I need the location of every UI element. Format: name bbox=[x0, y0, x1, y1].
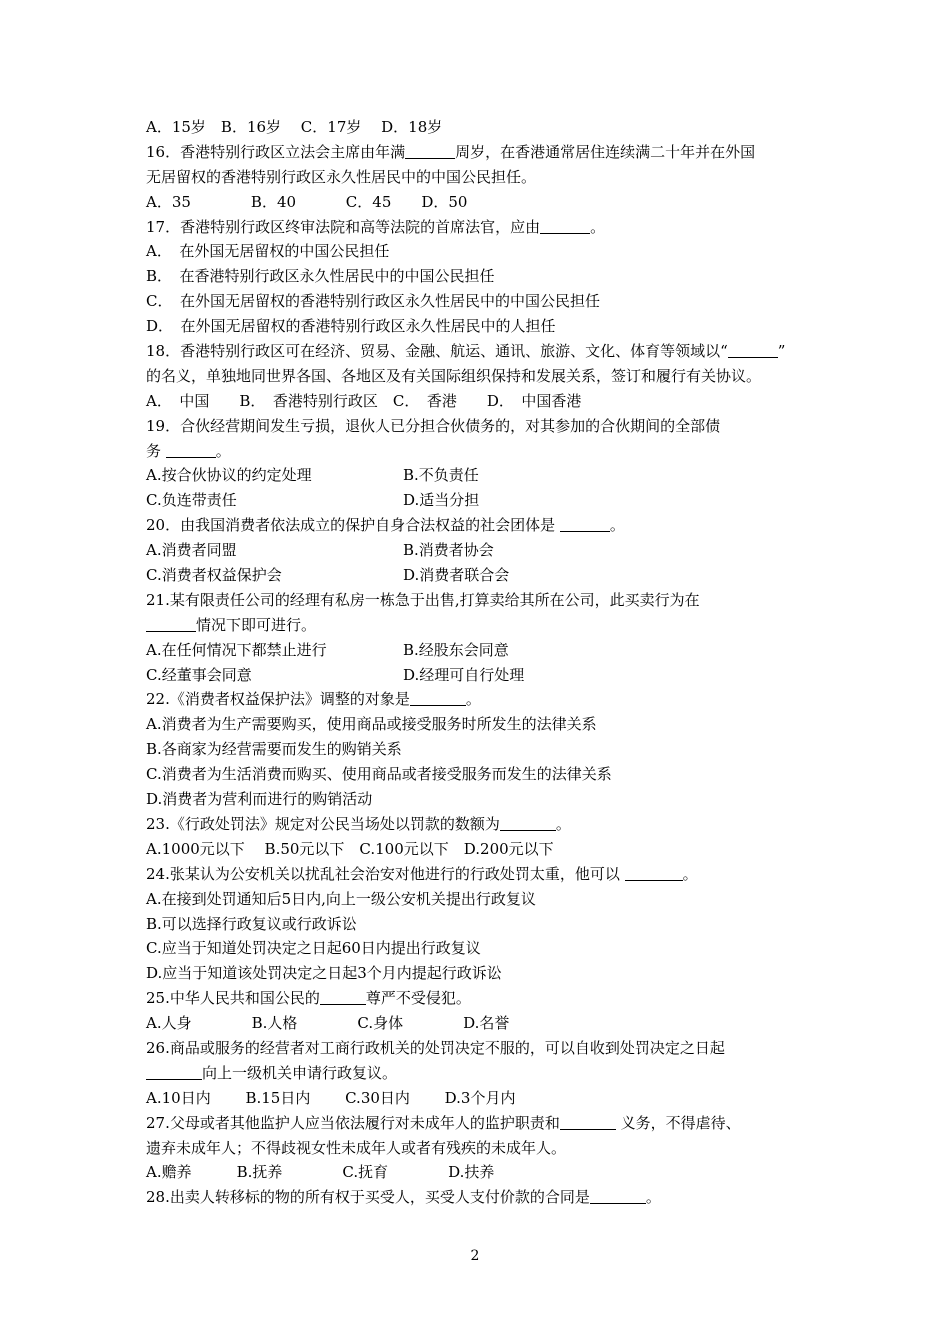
line-text: C.消费者为生活消费而购买、使用商品或者接受服务而发生的法律关系 bbox=[146, 765, 612, 784]
line-text: 无居留权的香港特别行政区永久性居民中的中国公民担任。 bbox=[146, 167, 537, 186]
answer-blank bbox=[405, 142, 455, 159]
text-line bbox=[146, 712, 826, 737]
text-line bbox=[146, 1185, 826, 1210]
option-text: B.消费者协会 bbox=[403, 541, 494, 560]
line-text: A.消费者同盟 bbox=[146, 541, 237, 560]
line-text: 务 bbox=[146, 441, 166, 460]
answer-blank bbox=[166, 441, 216, 458]
line-text: A．35 B．40 C．45 D．50 bbox=[146, 192, 468, 211]
text-line bbox=[146, 1036, 826, 1061]
line-text: 遗弃未成年人；不得歧视女性未成年人或者有残疾的未成年人。 bbox=[146, 1138, 567, 1157]
line-text: 23.《行政处罚法》规定对公民当场处以罚款的数额为 bbox=[146, 814, 500, 833]
text-line bbox=[146, 414, 826, 439]
line-text: A.消费者为生产需要购买，使用商品或接受服务时所发生的法律关系 bbox=[146, 715, 597, 734]
text-line bbox=[146, 364, 826, 389]
line-text: A.在任何情况下都禁止进行 bbox=[146, 640, 327, 659]
line-text: 的名义，单独地同世界各国、各地区及有关国际组织保持和发展关系，签订和履行有关协议。 bbox=[146, 366, 762, 385]
text-line bbox=[146, 1111, 826, 1136]
answer-blank bbox=[146, 615, 196, 632]
line-text: A.在接到处罚通知后5日内,向上一级公安机关提出行政复议 bbox=[146, 889, 536, 908]
text-line bbox=[146, 837, 826, 862]
line-text-after-blank: 。 bbox=[590, 217, 606, 236]
line-text: 27.父母或者其他监护人应当依法履行对未成年人的监护职责和 bbox=[146, 1113, 560, 1132]
line-text: A.人身 B.人格 C.身体 D.名誉 bbox=[146, 1014, 510, 1033]
line-text: 28.出卖人转移标的物的所有权于买受人，买受人支付价款的合同是 bbox=[146, 1188, 590, 1207]
text-line bbox=[146, 737, 826, 762]
text-line bbox=[146, 140, 826, 165]
document-body bbox=[146, 115, 826, 1210]
line-text: 21.某有限责任公司的经理有私房一栋急于出售,打算卖给其所在公司，此买卖行为在 bbox=[146, 590, 700, 609]
text-line bbox=[146, 787, 826, 812]
line-text: 18．香港特别行政区可在经济、贸易、金融、航运、通讯、旅游、文化、体育等领域以“ bbox=[146, 342, 728, 361]
text-line bbox=[146, 812, 826, 837]
line-text: 25.中华人民共和国公民的 bbox=[146, 989, 320, 1008]
text-line bbox=[146, 1086, 826, 1111]
answer-blank bbox=[728, 341, 778, 358]
line-text-after-blank: 周岁，在香港通常居住连续满二十年并在外国 bbox=[455, 142, 756, 161]
text-line bbox=[146, 1011, 826, 1036]
line-text: C.应当于知道处罚决定之日起60日内提出行政复议 bbox=[146, 939, 481, 958]
text-line bbox=[146, 1136, 826, 1161]
line-text: C． 在外国无居留权的香港特别行政区永久性居民中的中国公民担任 bbox=[146, 292, 600, 311]
text-line bbox=[146, 289, 826, 314]
page-number: 2 bbox=[470, 1248, 480, 1264]
text-line bbox=[146, 215, 826, 240]
answer-blank bbox=[560, 515, 610, 532]
line-text: B.各商家为经营需要而发生的购销关系 bbox=[146, 740, 402, 759]
line-text: 16．香港特别行政区立法会主席由年满 bbox=[146, 142, 406, 161]
text-line bbox=[146, 961, 826, 986]
line-text-after-blank: 。 bbox=[215, 441, 231, 460]
line-text: C.消费者权益保护会 bbox=[146, 566, 282, 585]
line-text: 26.商品或服务的经营者对工商行政机关的处罚决定不服的，可以自收到处罚决定之日起 bbox=[146, 1038, 725, 1057]
text-line bbox=[146, 912, 826, 937]
text-line bbox=[146, 339, 826, 364]
text-line bbox=[146, 663, 826, 688]
text-line bbox=[146, 563, 826, 588]
text-line bbox=[146, 488, 826, 513]
answer-blank bbox=[146, 1063, 202, 1080]
line-text: A． 中国 B． 香港特别行政区 C． 香港 D． 中国香港 bbox=[146, 391, 582, 410]
text-line bbox=[146, 190, 826, 215]
line-text-after-blank: 。 bbox=[465, 690, 481, 709]
line-text-after-blank: 。 bbox=[609, 516, 625, 535]
line-text: 24.张某认为公安机关以扰乱社会治安对他进行的行政处罚太重，他可以 bbox=[146, 864, 625, 883]
line-text: C.经董事会同意 bbox=[146, 665, 252, 684]
line-text: A． 在外国无居留权的中国公民担任 bbox=[146, 242, 390, 261]
line-text-after-blank: 向上一级机关申请行政复议。 bbox=[202, 1063, 398, 1082]
answer-blank bbox=[320, 988, 366, 1005]
line-text-after-blank: 情况下即可进行。 bbox=[196, 615, 317, 634]
line-text-after-blank: 。 bbox=[682, 864, 698, 883]
line-text: 17．香港特别行政区终审法院和高等法院的首席法官，应由 bbox=[146, 217, 541, 236]
line-text: 19．合伙经营期间发生亏损，退伙人已分担合伙债务的，对其参加的合伙期间的全部债 bbox=[146, 416, 721, 435]
option-text: B.经股东会同意 bbox=[403, 640, 509, 659]
text-line bbox=[146, 264, 826, 289]
text-line bbox=[146, 687, 826, 712]
line-text: C.负连带责任 bbox=[146, 491, 237, 510]
option-text: B.不负责任 bbox=[403, 466, 479, 485]
text-line bbox=[146, 986, 826, 1011]
text-line bbox=[146, 314, 826, 339]
line-text: 20．由我国消费者依法成立的保护自身合法权益的社会团体是 bbox=[146, 516, 560, 535]
line-text: 22.《消费者权益保护法》调整的对象是 bbox=[146, 690, 410, 709]
answer-blank bbox=[500, 814, 556, 831]
text-line bbox=[146, 1061, 826, 1086]
text-line bbox=[146, 862, 826, 887]
line-text-after-blank: 义务，不得虐待、 bbox=[615, 1113, 741, 1132]
line-text: A．15岁 B．16岁 C．17岁 D．18岁 bbox=[146, 118, 443, 136]
text-line bbox=[146, 239, 826, 264]
text-line bbox=[146, 513, 826, 538]
line-text: B． 在香港特别行政区永久性居民中的中国公民担任 bbox=[146, 267, 495, 286]
answer-blank bbox=[560, 1113, 616, 1130]
line-text-after-blank: 。 bbox=[645, 1188, 661, 1207]
option-text: D.经理可自行处理 bbox=[403, 665, 525, 684]
text-line bbox=[146, 165, 826, 190]
text-line bbox=[146, 588, 826, 613]
line-text: D． 在外国无居留权的香港特别行政区永久性居民中的人担任 bbox=[146, 317, 556, 336]
line-text-after-blank: ” bbox=[777, 342, 786, 361]
line-text: A.10日内 B.15日内 C.30日内 D.3个月内 bbox=[146, 1088, 516, 1107]
text-line bbox=[146, 762, 826, 787]
text-line bbox=[146, 1160, 826, 1185]
option-text: D.消费者联合会 bbox=[403, 566, 510, 585]
text-line bbox=[146, 638, 826, 663]
line-text: A.1000元以下 B.50元以下 C.100元以下 D.200元以下 bbox=[146, 839, 554, 858]
text-line bbox=[146, 538, 826, 563]
line-text: A.按合伙协议的约定处理 bbox=[146, 466, 312, 485]
text-line bbox=[146, 389, 826, 414]
text-line bbox=[146, 936, 826, 961]
line-text-after-blank: 。 bbox=[555, 814, 571, 833]
line-text: D.消费者为营利而进行的购销活动 bbox=[146, 790, 373, 809]
answer-blank bbox=[410, 689, 466, 706]
text-line bbox=[146, 463, 826, 488]
answer-blank bbox=[590, 1187, 646, 1204]
option-text: D.适当分担 bbox=[403, 491, 480, 510]
line-text-after-blank: 尊严不受侵犯。 bbox=[365, 989, 471, 1008]
line-text: D.应当于知道该处罚决定之日起3个月内提起行政诉讼 bbox=[146, 964, 502, 983]
line-text: B.可以选择行政复议或行政诉讼 bbox=[146, 914, 357, 933]
text-line bbox=[146, 115, 826, 140]
text-line bbox=[146, 439, 826, 464]
answer-blank bbox=[540, 217, 590, 234]
text-line bbox=[146, 613, 826, 638]
line-text: A.赡养 B.抚养 C.抚育 D.扶养 bbox=[146, 1163, 495, 1182]
text-line bbox=[146, 887, 826, 912]
answer-blank bbox=[625, 864, 683, 881]
